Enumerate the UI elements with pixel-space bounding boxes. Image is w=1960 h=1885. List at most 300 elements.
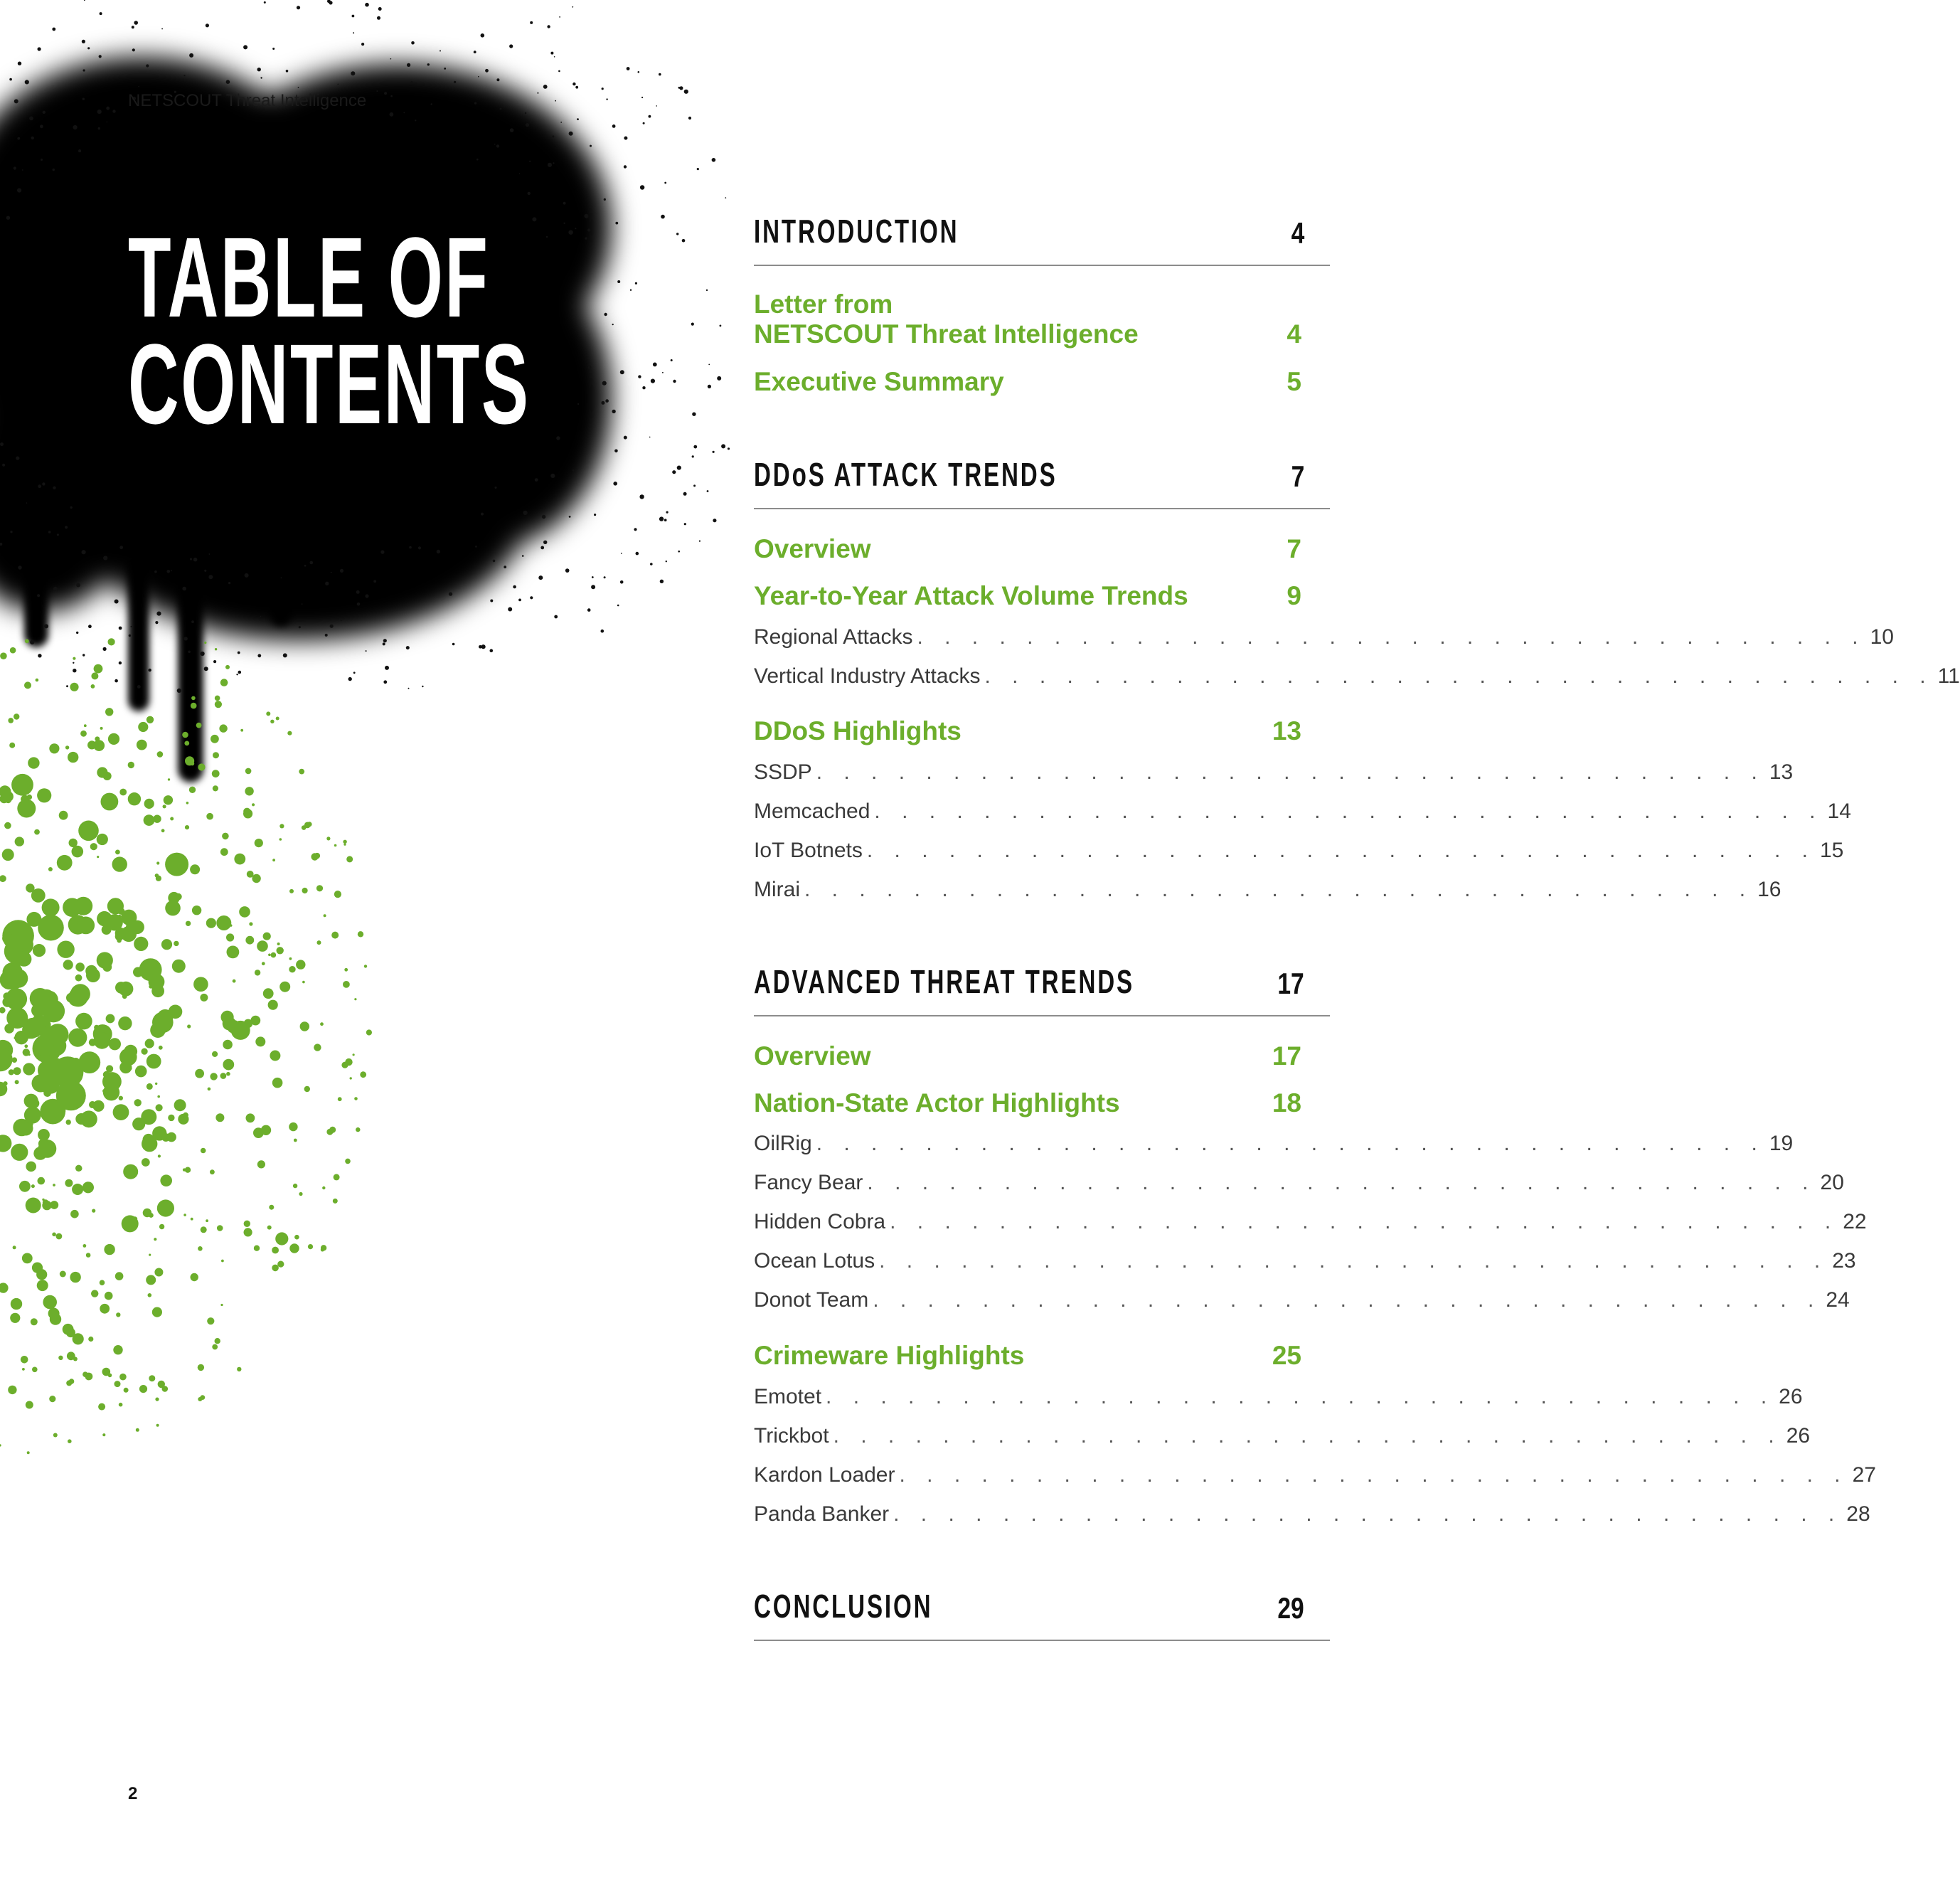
green-paint-splatter	[0, 638, 372, 1454]
toc-item-memcached[interactable]	[754, 799, 1851, 824]
black-paint-speck	[528, 192, 531, 195]
green-paint-dot	[80, 731, 87, 737]
green-paint-dot	[272, 1265, 279, 1272]
black-paint-speck	[624, 137, 627, 140]
black-paint-speck	[660, 580, 664, 583]
green-paint-dot	[299, 769, 304, 775]
black-paint-speck	[590, 145, 592, 147]
green-paint-dot	[24, 681, 31, 689]
green-paint-dot	[60, 1271, 66, 1278]
green-paint-dot	[343, 840, 346, 844]
toc-item-trickbot[interactable]	[754, 1423, 1811, 1449]
green-paint-dot	[249, 922, 252, 925]
entry-title: Overview	[754, 534, 871, 563]
black-paint-speck	[189, 53, 193, 58]
green-paint-dot	[162, 1386, 169, 1392]
black-paint-speck	[365, 594, 368, 598]
green-paint-dot	[27, 1451, 30, 1454]
section-title: CONCLUSION	[754, 1588, 933, 1625]
black-paint-speck	[650, 563, 653, 566]
green-paint-dot	[11, 1144, 28, 1161]
black-paint-speck	[588, 366, 592, 369]
black-paint-speck	[627, 67, 630, 70]
green-paint-dot	[289, 1122, 297, 1131]
black-paint-speck	[40, 124, 43, 128]
green-paint-dot	[36, 679, 39, 682]
green-paint-dot	[73, 657, 75, 660]
green-paint-dot	[255, 970, 260, 975]
green-paint-dot	[75, 1013, 92, 1030]
black-paint-speck	[444, 68, 446, 70]
green-paint-dot	[42, 898, 60, 916]
black-paint-speck	[43, 111, 46, 114]
green-paint-dot	[9, 993, 22, 1006]
black-paint-speck	[103, 647, 107, 651]
green-paint-dot	[333, 1199, 338, 1204]
black-paint-speck	[559, 16, 560, 18]
toc-item-panda-banker[interactable]	[754, 1502, 1870, 1527]
black-paint-speck	[76, 632, 78, 634]
black-paint-speck	[156, 612, 161, 616]
green-paint-dot	[211, 735, 219, 743]
green-paint-dot	[289, 889, 294, 893]
black-paint-speck	[554, 615, 558, 619]
black-paint-speck	[283, 653, 287, 657]
green-paint-dot	[12, 1057, 18, 1063]
leader-dots: . . . . . . . . . . . . . . . . . . . . . . . . . . . . . . . . . . .	[826, 1385, 1775, 1408]
black-paint-speck	[352, 15, 355, 18]
black-paint-speck	[519, 173, 521, 174]
green-paint-dot	[289, 966, 295, 972]
green-paint-dot	[109, 1038, 121, 1050]
green-paint-dot	[166, 1132, 176, 1142]
green-paint-dot	[245, 936, 254, 945]
black-paint-speck	[38, 654, 41, 657]
green-paint-dot	[215, 701, 222, 708]
green-paint-dot	[201, 1148, 206, 1154]
green-paint-dot	[92, 1209, 95, 1213]
green-paint-dot	[119, 1403, 123, 1407]
black-paint-speck	[550, 52, 553, 55]
green-paint-dot	[267, 1226, 272, 1230]
black-paint-speck	[692, 455, 694, 457]
black-paint-speck	[408, 688, 410, 689]
green-paint-dot	[234, 854, 245, 865]
black-paint-speck	[260, 77, 262, 78]
toc-item-kardon-loader[interactable]	[754, 1462, 1876, 1488]
green-paint-dot	[78, 1167, 82, 1171]
green-paint-dot	[302, 888, 308, 893]
black-paint-speck	[615, 222, 618, 225]
entry-page: 9	[1287, 581, 1301, 610]
green-paint-dot	[105, 708, 113, 716]
green-paint-dot	[38, 915, 64, 941]
black-paint-speck	[676, 233, 678, 235]
green-paint-dot	[187, 1024, 191, 1028]
green-paint-dot	[105, 1292, 113, 1300]
black-paint-speck	[478, 76, 479, 78]
green-paint-dot	[212, 1344, 218, 1350]
black-paint-speck	[154, 570, 157, 573]
green-paint-dot	[49, 994, 54, 999]
black-paint-speck	[678, 551, 680, 553]
toc-item-hidden-cobra[interactable]	[754, 1209, 1867, 1235]
green-paint-dot	[31, 1184, 35, 1188]
item-page: 28	[1846, 1502, 1870, 1526]
black-paint-speck	[146, 64, 149, 67]
green-paint-dot	[123, 1164, 138, 1179]
toc-section-ddos-attack-trends[interactable]	[754, 456, 1330, 509]
black-paint-speck	[188, 651, 191, 654]
green-paint-dot	[80, 1110, 97, 1127]
black-paint-speck	[606, 98, 607, 100]
item-title: SSDP	[754, 760, 812, 784]
green-paint-dot	[157, 1095, 160, 1098]
item-title: IoT Botnets	[754, 839, 863, 862]
black-paint-speck	[594, 514, 596, 516]
green-paint-dot	[193, 977, 208, 992]
black-paint-speck	[577, 403, 579, 405]
green-paint-dot	[89, 1101, 96, 1108]
section-page: 29	[1277, 1591, 1304, 1625]
black-paint-speck	[22, 169, 23, 171]
black-paint-speck	[378, 7, 382, 11]
green-paint-dot	[52, 1233, 56, 1237]
black-paint-speck	[213, 660, 216, 663]
black-paint-speck	[132, 26, 134, 28]
section-title: ADVANCED THREAT TRENDS	[754, 963, 1135, 1000]
green-paint-dot	[165, 853, 188, 876]
black-paint-speck	[167, 570, 171, 573]
green-paint-dot	[24, 1044, 28, 1048]
item-page: 26	[1779, 1385, 1803, 1408]
green-paint-dot	[26, 1198, 41, 1214]
black-paint-speck	[591, 585, 595, 589]
section-page: 4	[1291, 216, 1304, 250]
black-paint-speck	[415, 120, 416, 121]
black-paint-speck	[490, 600, 493, 602]
green-paint-dot	[213, 752, 219, 758]
black-paint-speck	[677, 466, 681, 470]
entry-title: Overview	[754, 1041, 871, 1071]
green-paint-dot	[134, 937, 148, 951]
black-paint-speck	[620, 370, 624, 374]
leader-dots: . . . . . . . . . . . . . . . . . . . . . . . . . . . . . . . . . . .	[873, 1288, 1822, 1312]
entry-page: 25	[1272, 1341, 1301, 1370]
black-paint-speck	[14, 99, 18, 103]
toc-entry-overview-advanced[interactable]	[754, 1041, 1301, 1071]
black-paint-speck	[183, 75, 185, 76]
black-paint-speck	[411, 81, 413, 83]
black-paint-speck	[356, 590, 360, 594]
item-title: Trickbot	[754, 1424, 829, 1448]
black-paint-speck	[190, 558, 192, 560]
toc-entry-nation-state-highlights[interactable]	[754, 1088, 1301, 1118]
green-paint-dot	[23, 1063, 35, 1075]
green-paint-dot	[58, 1356, 63, 1360]
green-paint-dot	[293, 1184, 297, 1188]
green-paint-dot	[244, 1221, 250, 1227]
green-paint-dot	[90, 684, 95, 689]
black-paint-speck	[699, 541, 701, 542]
green-paint-dot	[75, 962, 85, 972]
green-paint-dot	[97, 856, 99, 858]
green-paint-dot	[245, 768, 252, 775]
toc-section-introduction[interactable]	[754, 213, 1330, 266]
black-paint-speck	[691, 323, 694, 326]
green-paint-dot	[68, 1439, 72, 1443]
green-paint-dot	[198, 1246, 203, 1251]
toc-entry-ddos-highlights[interactable]	[754, 716, 1301, 746]
green-paint-dot	[276, 717, 279, 721]
green-paint-dot	[182, 732, 188, 738]
green-paint-dot	[34, 829, 40, 835]
toc-section-conclusion[interactable]	[754, 1588, 1330, 1641]
black-paint-speck	[550, 474, 555, 478]
black-paint-speck	[678, 87, 681, 89]
green-paint-dot	[119, 982, 134, 997]
black-paint-speck	[548, 163, 552, 167]
black-paint-speck	[682, 239, 686, 243]
black-paint-speck	[66, 685, 68, 687]
green-paint-dot	[154, 1268, 163, 1277]
leader-dots: . . . . . . . . . . . . . . . . . . . . . . . . . . . . . . . . . . .	[874, 800, 1823, 823]
black-paint-speck	[556, 436, 560, 440]
green-paint-dot	[43, 1295, 57, 1310]
black-paint-speck	[137, 685, 141, 689]
green-paint-dot	[48, 867, 53, 871]
green-paint-dot	[115, 850, 120, 855]
green-paint-dot	[270, 1051, 280, 1061]
black-paint-speck	[87, 47, 90, 49]
item-page: 26	[1786, 1424, 1811, 1448]
green-paint-dot	[114, 1381, 121, 1387]
black-paint-speck	[148, 669, 151, 671]
green-paint-dot	[252, 803, 255, 806]
green-paint-dot	[189, 787, 196, 793]
black-paint-speck	[171, 570, 172, 571]
green-paint-dot	[198, 1364, 204, 1371]
black-paint-speck	[635, 282, 637, 285]
green-paint-dot	[26, 1162, 36, 1172]
green-paint-dot	[22, 1368, 25, 1371]
green-paint-dot	[287, 731, 292, 736]
green-paint-dot	[270, 720, 274, 723]
black-paint-speck	[257, 654, 261, 657]
toc-item-donot-team[interactable]	[754, 1287, 1850, 1313]
green-paint-dot	[143, 1134, 155, 1146]
black-paint-speck	[612, 410, 615, 413]
toc-entry-crimeware-highlights[interactable]	[754, 1341, 1301, 1371]
leader-dots: . . . . . . . . . . . . . . . . . . . . . . . . . . . . . . . . . . .	[804, 878, 1754, 901]
green-paint-dot	[343, 844, 346, 846]
toc-item-ocean-lotus[interactable]	[754, 1248, 1856, 1274]
green-paint-dot	[49, 743, 59, 753]
green-paint-dot	[42, 1199, 44, 1201]
green-paint-dot	[163, 805, 166, 808]
toc-item-oilrig[interactable]	[754, 1131, 1794, 1157]
green-paint-dot	[227, 1020, 240, 1034]
green-paint-dot	[144, 814, 155, 826]
green-paint-dot	[186, 802, 189, 805]
green-paint-dot	[206, 918, 216, 928]
black-paint-speck	[659, 516, 664, 521]
black-paint-speck	[493, 560, 496, 563]
green-paint-dot	[219, 724, 227, 732]
black-paint-speck	[257, 68, 261, 71]
green-paint-dot	[314, 853, 320, 859]
black-paint-speck	[530, 21, 533, 24]
green-paint-dot	[48, 1308, 60, 1320]
green-paint-dot	[97, 834, 108, 845]
black-paint-speck	[331, 572, 332, 573]
green-paint-dot	[331, 932, 339, 939]
black-paint-speck	[119, 662, 122, 664]
green-paint-dot	[69, 1379, 74, 1384]
green-paint-dot	[132, 1216, 137, 1221]
green-paint-dot	[174, 941, 179, 946]
green-paint-dot	[91, 1290, 98, 1297]
black-paint-speck	[713, 519, 716, 522]
green-paint-dot	[3, 1081, 7, 1085]
black-paint-speck	[620, 580, 624, 584]
toc-item-fancy-bear[interactable]	[754, 1170, 1844, 1196]
green-paint-dot	[345, 1058, 352, 1066]
toc-item-emotet[interactable]	[754, 1384, 1803, 1410]
toc-item-regional-attacks[interactable]	[754, 625, 1894, 650]
toc-section-advanced-threat-trends[interactable]	[754, 963, 1330, 1016]
black-paint-speck	[662, 372, 664, 373]
black-paint-speck	[106, 107, 110, 110]
black-paint-speck	[84, 0, 85, 1]
green-paint-dot	[200, 994, 208, 1002]
green-paint-dot	[255, 1036, 265, 1046]
item-page: 22	[1843, 1210, 1867, 1233]
green-paint-dot	[277, 947, 284, 954]
toc-item-vertical-industry-attacks[interactable]	[754, 664, 1960, 689]
green-paint-dot	[338, 1097, 342, 1101]
green-paint-dot	[157, 751, 164, 758]
black-paint-speck	[713, 451, 715, 453]
black-paint-speck	[16, 457, 19, 460]
green-paint-dot	[191, 1273, 198, 1281]
black-paint-speck	[427, 63, 430, 65]
black-paint-speck	[440, 51, 441, 52]
black-paint-speck	[673, 380, 676, 383]
black-paint-speck	[182, 587, 186, 591]
green-paint-dot	[149, 1254, 151, 1256]
item-page: 10	[1870, 625, 1894, 649]
green-paint-dot	[226, 1072, 230, 1076]
green-paint-dot	[289, 957, 292, 960]
black-paint-speck	[18, 62, 21, 65]
green-paint-dot	[226, 933, 234, 941]
green-paint-dot	[185, 825, 189, 829]
black-paint-speck	[563, 202, 566, 205]
green-paint-dot	[16, 952, 31, 967]
green-paint-dot	[143, 1209, 151, 1217]
green-paint-dot	[344, 968, 348, 972]
black-paint-speck	[302, 603, 303, 605]
green-paint-dot	[192, 906, 201, 915]
black-paint-speck	[260, 616, 262, 617]
green-paint-dot	[353, 1053, 355, 1056]
black-paint-speck	[38, 47, 41, 51]
green-paint-dot	[252, 874, 260, 883]
green-paint-dot	[154, 1238, 156, 1241]
black-paint-speck	[708, 364, 710, 366]
green-paint-dot	[0, 1007, 6, 1014]
green-paint-dot	[128, 762, 134, 768]
green-paint-dot	[15, 1080, 19, 1084]
black-paint-speck	[572, 83, 575, 85]
black-paint-speck	[500, 108, 502, 110]
green-paint-dot	[220, 1304, 223, 1306]
green-paint-dot	[38, 1129, 50, 1141]
black-paint-speck	[508, 607, 512, 612]
black-paint-speck	[44, 624, 48, 628]
black-paint-speck	[725, 197, 726, 198]
green-paint-dot	[10, 647, 16, 654]
green-paint-dot	[22, 1253, 33, 1264]
black-paint-speck	[138, 86, 139, 87]
leader-dots: . . . . . . . . . . . . . . . . . . . . . . . . . . . . . . . . . . .	[879, 1249, 1828, 1273]
toc-item-ssdp[interactable]	[754, 760, 1794, 785]
leader-dots: . . . . . . . . . . . . . . . . . . . . . . . . . . . . . . . . . . .	[899, 1463, 1848, 1487]
black-paint-speck	[585, 238, 587, 240]
green-paint-dot	[334, 1174, 340, 1180]
green-paint-dot	[0, 875, 6, 882]
toc-entry-overview[interactable]	[754, 534, 1301, 564]
green-paint-dot	[36, 1269, 47, 1280]
toc-item-mirai[interactable]	[754, 877, 1781, 903]
toc-entry-year-to-year-trends[interactable]	[754, 581, 1301, 611]
black-paint-speck	[649, 115, 651, 118]
black-paint-speck	[602, 381, 607, 386]
black-paint-speck	[485, 69, 489, 73]
green-paint-dot	[185, 1167, 191, 1173]
toc-item-iot-botnets[interactable]	[754, 838, 1844, 864]
green-paint-dot	[56, 1080, 86, 1110]
green-paint-dot	[161, 939, 172, 950]
black-paint-speck	[380, 551, 384, 554]
green-paint-dot	[223, 1040, 233, 1050]
green-paint-dot	[220, 679, 228, 686]
black-paint-speck	[518, 599, 521, 602]
green-paint-dot	[155, 1398, 159, 1401]
green-paint-dot	[153, 815, 161, 823]
toc-entry-letter-from-netscout[interactable]	[754, 290, 1301, 349]
green-paint-dot	[158, 1154, 161, 1157]
toc-entry-executive-summary[interactable]	[754, 367, 1301, 397]
black-paint-speck	[661, 215, 665, 219]
black-paint-speck	[693, 445, 697, 449]
green-paint-dot	[102, 962, 112, 972]
green-paint-dot	[289, 1243, 299, 1253]
green-paint-dot	[21, 1017, 25, 1021]
green-paint-dot	[2, 933, 13, 943]
black-paint-speck	[552, 135, 554, 137]
black-paint-speck	[373, 580, 376, 583]
black-paint-speck	[73, 662, 74, 664]
green-paint-dot	[85, 965, 97, 977]
green-paint-dot	[217, 1225, 223, 1231]
green-paint-dot	[57, 855, 73, 871]
black-paint-speck	[206, 23, 209, 27]
black-paint-speck	[411, 41, 415, 45]
black-paint-speck	[78, 149, 81, 152]
black-paint-speck	[636, 552, 639, 556]
